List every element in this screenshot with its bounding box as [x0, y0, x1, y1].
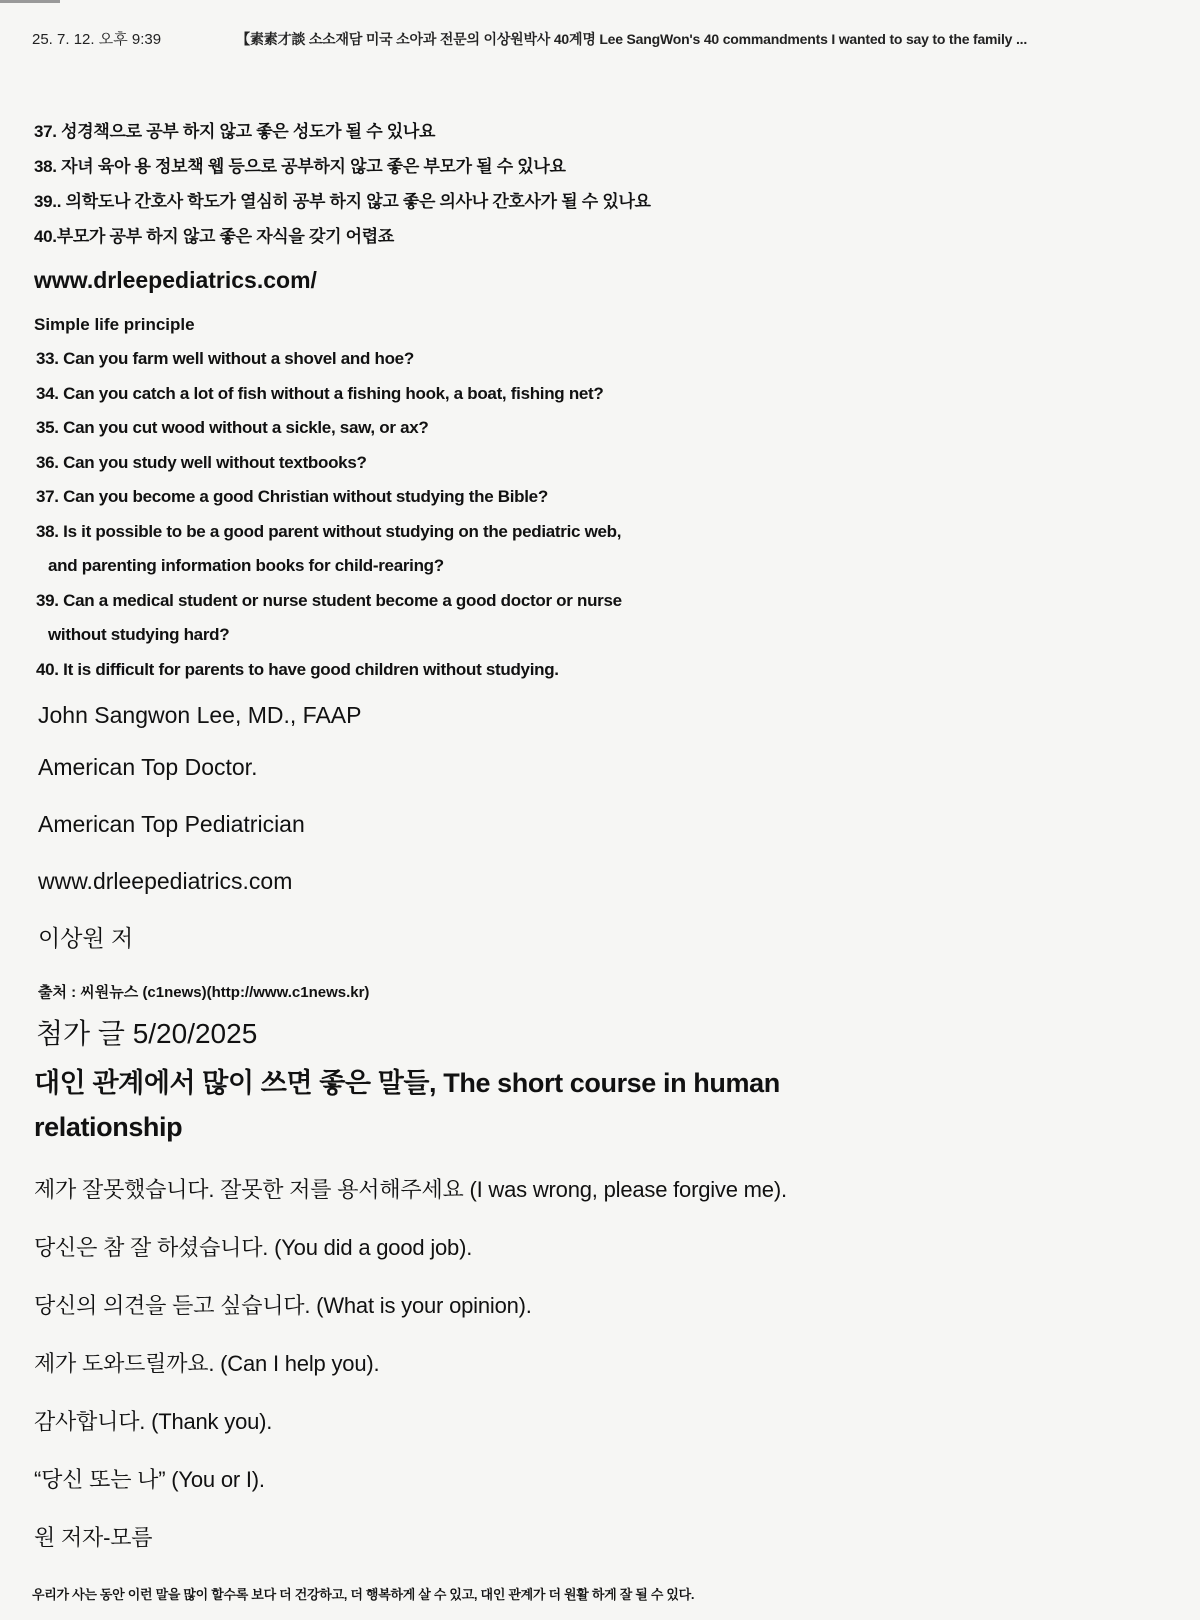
author-korean: 이상원 저 [38, 925, 134, 951]
phrase-attribution: 원 저자-모름 [34, 1525, 153, 1550]
website-link[interactable]: www.drleepediatrics.com/ [34, 267, 317, 293]
print-title: 【素素才談 소소재담 미국 소아과 전문의 이상원박사 40계명 Lee SangWon's 40 commandments I wanted to say to the family ... [236, 31, 1028, 47]
english-list [34, 342, 1154, 687]
english-item-continuation: and parenting information books for child-rearing? [48, 556, 444, 575]
phrase-item: 제가 잘못했습니다. 잘못한 저를 용서해주세요 (I was wrong, please forgive me). [34, 1177, 787, 1202]
phrase-item: 감사합니다. (Thank you). [34, 1409, 273, 1434]
english-item: 37. Can you become a good Christian without studying the Bible? [36, 487, 548, 506]
korean-list [34, 114, 1154, 254]
english-heading: Simple life principle [34, 315, 195, 334]
author-credential: American Top Pediatrician [38, 811, 305, 837]
english-item: 35. Can you cut wood without a sickle, saw, or ax? [36, 418, 429, 437]
top-rule [0, 0, 60, 3]
english-item: 40. It is difficult for parents to have good children without studying. [36, 659, 559, 679]
print-date: 25. 7. 12. 오후 9:39 [32, 31, 162, 48]
english-item: 36. Can you study well without textbooks? [36, 452, 367, 472]
added-note-date: 첨가 글 5/20/2025 [36, 1018, 258, 1049]
english-item: 33. Can you farm well without a shovel and hoe? [36, 349, 414, 368]
print-header [32, 28, 1160, 49]
korean-item: 38. 자녀 육아 용 정보책 웹 등으로 공부하지 않고 좋은 부모가 될 수 있나요 [34, 157, 566, 176]
document-body [34, 114, 1154, 1567]
author-website-link[interactable]: www.drleepediatrics.com [38, 868, 293, 894]
author-name: John Sangwon Lee, MD., FAAP [38, 702, 362, 728]
english-item-continuation: without studying hard? [48, 625, 230, 644]
korean-item: 39.. 의학도나 간호사 학도가 열심히 공부 하지 않고 좋은 의사나 간호사가 될 수 있나요 [34, 192, 651, 211]
section-title: 대인 관계에서 많이 쓰면 좋은 말들, The short course in human relationship [34, 1068, 780, 1142]
phrase-item: 당신의 의견을 듣고 싶습니다. (What is your opinion). [34, 1293, 532, 1318]
korean-item: 37. 성경책으로 공부 하지 않고 좋은 성도가 될 수 있나요 [34, 122, 436, 141]
english-item: 34. Can you catch a lot of fish without a fishing hook, a boat, fishing net? [36, 383, 604, 403]
phrase-item: 제가 도와드릴까요. (Can I help you). [34, 1351, 380, 1376]
english-item: 39. Can a medical student or nurse student become a good doctor or nurse [36, 590, 622, 610]
korean-item: 40.부모가 공부 하지 않고 좋은 자식을 갖기 어렵죠 [34, 227, 395, 246]
author-credential: American Top Doctor. [38, 754, 258, 780]
phrase-item: “당신 또는 나” (You or I). [34, 1467, 265, 1492]
english-item: 38. Is it possible to be a good parent without studying on the pediatric web, [36, 521, 622, 541]
source-citation: 출처 : 씨원뉴스 (c1news)(http://www.c1news.kr) [38, 984, 370, 1001]
phrase-list [34, 1161, 1154, 1567]
phrase-item: 당신은 참 잘 하셨습니다. (You did a good job). [34, 1235, 473, 1260]
footer-note: 우리가 사는 동안 이런 말을 많이 할수록 보다 더 건강하고, 더 행복하게 살 수 있고, 대인 관계가 더 원활 하게 잘 될 수 있다. [32, 1587, 695, 1602]
